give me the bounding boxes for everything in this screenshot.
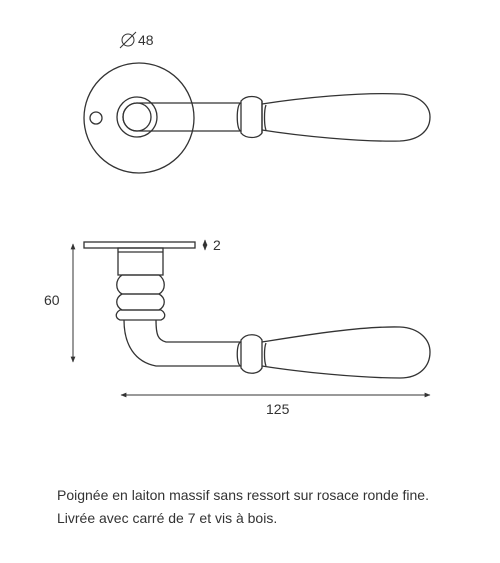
rosette-outline — [84, 63, 194, 173]
description-line-1: Poignée en laiton massif sans ressort sur rosace ronde fine. — [57, 487, 429, 503]
lever-grip — [262, 94, 430, 142]
screw-hole — [90, 112, 102, 124]
neck-collar — [117, 275, 165, 294]
description-line-2: Livrée avec carré de 7 et vis à bois. — [57, 510, 278, 526]
side-view — [84, 242, 430, 378]
rosette-plate — [84, 242, 195, 248]
thickness-label: 2 — [213, 237, 221, 253]
diameter-symbol-icon — [120, 32, 136, 48]
length-label: 125 — [266, 401, 290, 417]
dimension-lines — [73, 240, 430, 395]
lever-arm — [137, 103, 241, 131]
diameter-label: 48 — [138, 32, 154, 48]
side-grip — [262, 327, 430, 378]
product-description — [57, 484, 487, 530]
bent-arm — [124, 320, 241, 366]
height-label: 60 — [44, 292, 60, 308]
lever-collar — [237, 97, 262, 138]
top-view — [84, 32, 430, 173]
